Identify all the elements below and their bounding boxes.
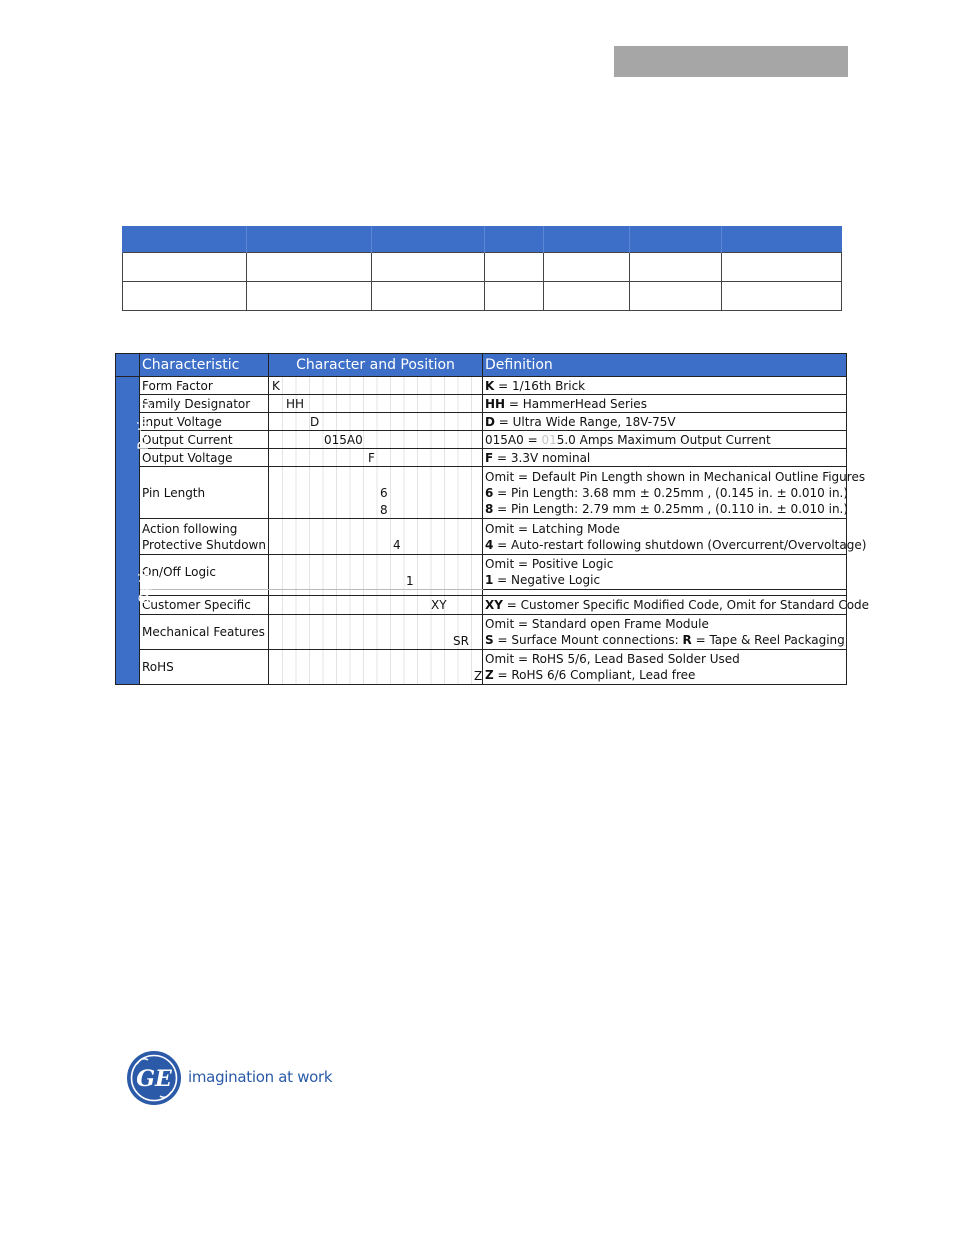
table-row: Family Designator HH HH = HammerHead Series	[116, 395, 847, 413]
header-definition: Definition	[483, 354, 847, 377]
table-row: Output Current 015A0 015A0 = 015.0 Amps Maximum Output Current	[116, 431, 847, 449]
table-row: Ratings Form Factor K K = 1/16th Brick	[116, 377, 847, 395]
options-group-label: Options	[116, 467, 140, 685]
header-characteristic: Characteristic	[140, 354, 269, 377]
table-row: Output Voltage F F = 3.3V nominal	[116, 449, 847, 467]
table-row: Mechanical Features SR Omit = Standard open Frame Module S = Surface Mount connections: R = Tape & Reel Packaging	[116, 615, 847, 650]
empty-table-header-row	[123, 226, 842, 253]
table-row: On/Off Logic 1 Omit = Positive Logic 1 = Negative Logic	[116, 555, 847, 590]
table-row: Options Pin Length 6 8 Omit = Default Pin Length shown in Mechanical Outline Figures 6 = Pin Length: 3.68 mm ± 0.25mm , (0.145 in. ± 0.010 in.) 8 = Pin Length: 2.79 mm ± 0.25mm , (0.110 in. ± 0.010 in.)	[116, 467, 847, 519]
header-grey-bar	[614, 46, 848, 77]
header-character-position: Character and Position	[269, 354, 483, 377]
ge-logo-icon	[126, 1050, 182, 1106]
table-row	[123, 253, 842, 282]
empty-spec-table	[122, 226, 842, 311]
svg-text:GE: GE	[136, 1066, 172, 1092]
ratings-group-label: Ratings	[116, 377, 140, 467]
table-row: Input Voltage D D = Ultra Wide Range, 18V-75V	[116, 413, 847, 431]
table-row	[123, 282, 842, 311]
table-row: Customer Specific XY XY = Customer Specific Modified Code, Omit for Standard Code	[116, 596, 847, 615]
ordering-code-table	[115, 353, 870, 685]
table-row: Action following Protective Shutdown 4 Omit = Latching Mode 4 = Auto-restart following shutdown (Overcurrent/Overvoltage)	[116, 519, 847, 555]
code-table-header-row	[116, 354, 847, 377]
tagline: imagination at work	[188, 1068, 333, 1086]
table-row: RoHS Z Omit = RoHS 5/6, Lead Based Solder Used Z = RoHS 6/6 Compliant, Lead free	[116, 650, 847, 685]
